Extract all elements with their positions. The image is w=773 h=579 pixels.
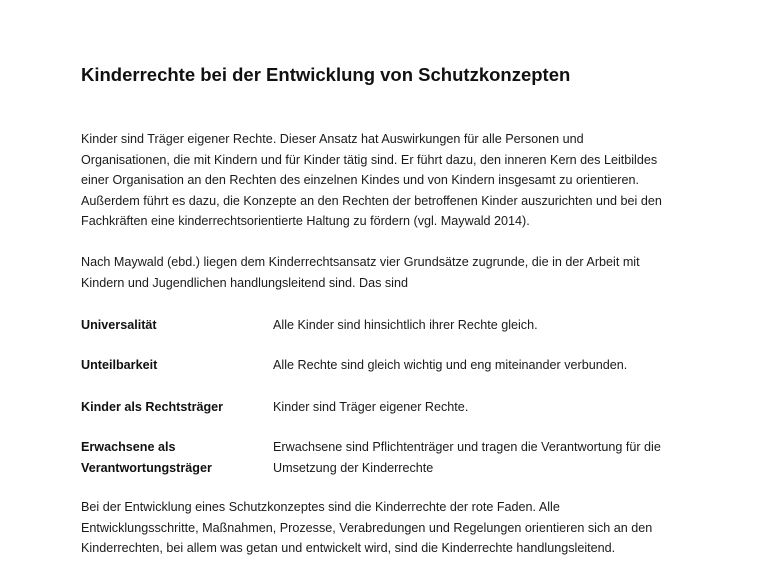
principle-term: [81, 437, 266, 478]
closing-line: Bei der Entwicklung eines Schutzkonzeptes sind die Kinderrechte der rote Faden. Alle: [81, 500, 560, 514]
intro-line: Fachkräften eine kinderrechtsorientierte Haltung zu fördern (vgl. Maywald 2014).: [81, 214, 530, 228]
principle-term-line: Erwachsene als: [81, 440, 176, 454]
principle-definition: [273, 397, 703, 418]
principle-term: [81, 315, 266, 336]
principle-definition: [273, 355, 703, 376]
intro-line: Kinder sind Träger eigener Rechte. Dieser Ansatz hat Auswirkungen für alle Personen und: [81, 132, 584, 146]
closing-line: Kinderrechten, bei allem was getan und entwickelt wird, sind die Kinderrechte handlungsleitend.: [81, 541, 616, 555]
intro-line: Außerdem führt es dazu, die Konzepte an den Rechten der betroffenen Kinder auszurichten und bei den: [81, 193, 662, 208]
principle-term-line: Universalität: [81, 318, 157, 332]
intro-line: Organisationen, die mit Kindern und für Kinder tätig sind. Er führt dazu, den inneren Kern des Leitbildes: [81, 152, 658, 167]
maywald-paragraph: [81, 252, 701, 293]
closing-line: Entwicklungsschritte, Maßnahmen, Prozesse, Verabredungen und Regelungen orientieren sich an den: [81, 520, 653, 535]
principle-definition: [273, 315, 703, 336]
principle-term: [81, 397, 266, 418]
principle-term: [81, 355, 266, 376]
principle-term-line: Unteilbarkeit: [81, 358, 158, 372]
intro-paragraph: [81, 129, 701, 232]
maywald-line: Kindern und Jugendlichen handlungsleitend sind. Das sind: [81, 275, 408, 290]
principle-definition-line: Kinder sind Träger eigener Rechte.: [273, 400, 469, 414]
intro-line: einer Organisation an den Rechten des einzelnen Kindes und von Kindern insgesamt zu orientieren.: [81, 173, 639, 187]
principle-definition-line: Umsetzung der Kinderrechte: [273, 460, 434, 475]
principle-definition: [273, 437, 703, 478]
principle-definition-line: Alle Kinder sind hinsichtlich ihrer Rechte gleich.: [273, 318, 538, 332]
principle-definition-line: Alle Rechte sind gleich wichtig und eng miteinander verbunden.: [273, 358, 628, 372]
page-title: Kinderrechte bei der Entwicklung von Schutzkonzepten: [81, 64, 571, 85]
maywald-line: Nach Maywald (ebd.) liegen dem Kinderrechtsansatz vier Grundsätze zugrunde, die in der Arbeit mit: [81, 255, 640, 269]
closing-paragraph: [81, 497, 701, 559]
principle-definition-line: Erwachsene sind Pflichtenträger und tragen die Verantwortung für die: [273, 440, 661, 454]
principle-term-line: Kinder als Rechtsträger: [81, 400, 224, 414]
principle-term-line: Verantwortungsträger: [81, 460, 212, 475]
